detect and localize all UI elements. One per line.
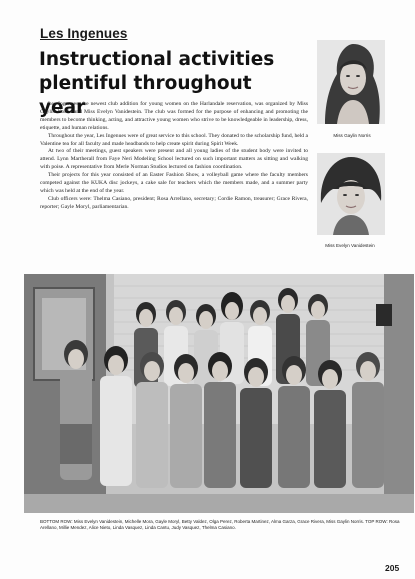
paragraph-2: Throughout the year, Les Ingenues were of great service to this school. They donated to the scholarship fund, held a Valentine tea for all faculty and made headbands to help create spirit during Spirit Week. bbox=[40, 132, 308, 147]
portrait-photo-1 bbox=[317, 40, 385, 124]
portrait-caption-2: Miss Evelyn Vanidestein bbox=[325, 243, 375, 248]
paragraph-3: At two of their meetings, guest speakers were present and all young ladies of the student body were invited to attend. Lynn Martherall from Faye Neri Modeling School lectured on such important matters as sitting and walking with poise. A representative from Merle Norman Studios lectured on fashion coordination. bbox=[40, 148, 308, 171]
paragraph-5: Club officers were: Thelma Casiano, president; Rosa Arrellano, secretary; Cordie Ramon, treasurer; Grace Rivera, reporter; Gayle Moryl, parliamentarian. bbox=[40, 195, 308, 210]
portrait-caption-1: Miss Gaylin Norris bbox=[333, 133, 371, 138]
paragraph-1: Les Ingenues, the newest club addition for young women on the Harlandale reservation, was organized by Miss Gaylin Norris and Miss Evelyn Vanidestein. The club was formed for the purpose of enhancing and promoting the members to become thinking, acting, and attractive young women who strive to be knowledgeable in leadership, dress, etiquette, and human relations. bbox=[40, 101, 308, 131]
headline-line-2: plentiful throughout year bbox=[39, 73, 252, 118]
group-photo-caption: BOTTOM ROW: Miss Evelyn Vanidestein, Michelle Mora, Gayle Moryl, Betty Valdez, Olga Perez, Roberta Martinez, Alma Garza, Grace Rivera, Miss Gaylin Norris. TOP ROW: Rosa Arellano, Millie Mendez, Alice Nieto, Linda Vasquez, Linda Cantu, Judy Vasquez, Thelma Casiano. bbox=[40, 519, 400, 531]
paragraph-4: Their projects for this year consisted of an Easter Fashion Show, a volleyball game where the faculty members competed against the KUKA disc jockeys, a cake sale for teachers which the members made, and a summer party which was held at the end of the year. bbox=[40, 172, 308, 194]
page-number: 205 bbox=[385, 563, 400, 573]
portrait-photo-2 bbox=[317, 153, 385, 235]
headline-line-1: Instructional activities bbox=[39, 49, 275, 70]
section-title: Les Ingenues bbox=[40, 26, 128, 41]
group-photo bbox=[24, 274, 414, 513]
article-body bbox=[40, 101, 308, 212]
